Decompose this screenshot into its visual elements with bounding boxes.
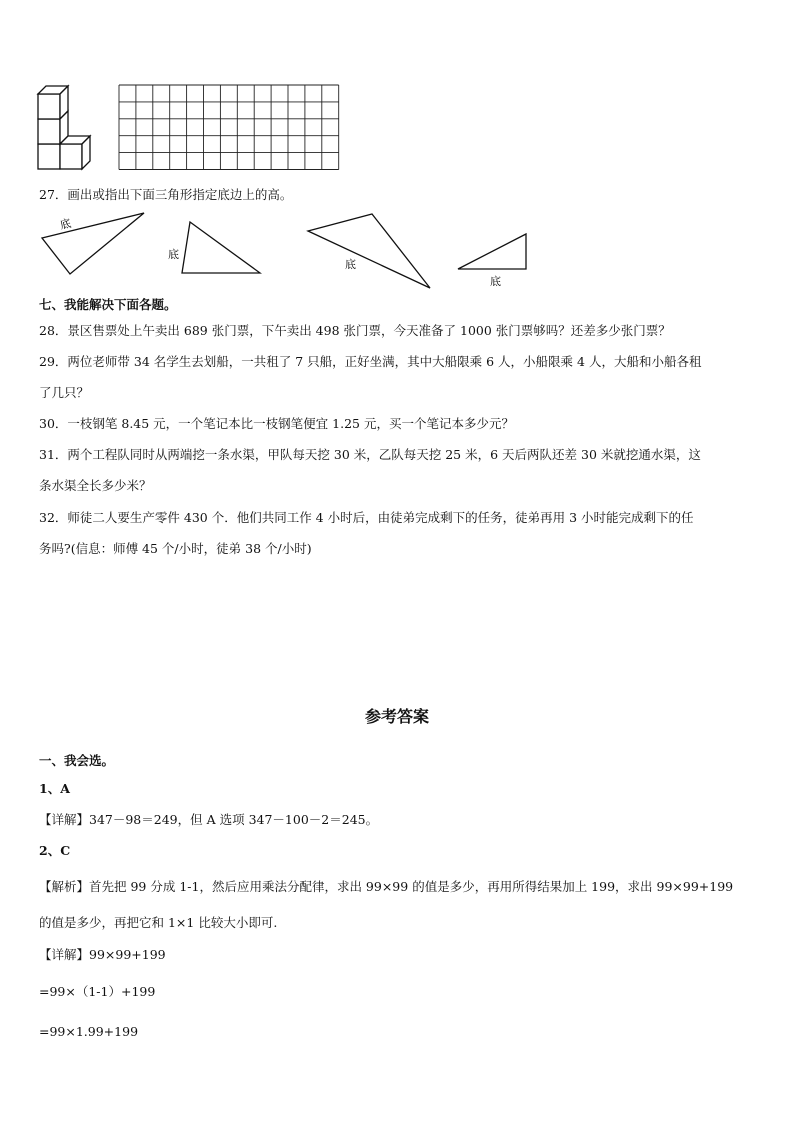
triangle-3: [308, 214, 430, 288]
triangle-4-base-label: 底: [490, 275, 501, 288]
triangle-1-base-label: 底: [58, 216, 73, 232]
answer-2-analysis-line-1: 【解析】首先把 99 分成 1-1，然后应用乘法分配律，求出 99×99 的值是多少，再用所得结果加上 199，求出 99×99+199: [39, 879, 734, 894]
question-28: 28．景区售票处上午卖出 689 张门票，下午卖出 498 张门票，今天准备了 1000 张门票够吗？还差多少张门票？: [39, 323, 671, 338]
answer-1: 1、A: [39, 781, 70, 796]
triangle-3-base-label: 底: [345, 258, 356, 271]
answer-2-step-1: =99×（1-1）+199: [39, 984, 156, 999]
question-32-line-1: 32．师徒二人要生产零件 430 个．他们共同工作 4 小时后，由徒弟完成剩下的任务，徒弟再用 3 小时能完成剩下的任: [39, 510, 694, 525]
question-27: 27．画出或指出下面三角形指定底边上的高。: [39, 187, 293, 202]
question-31-line-1: 31．两个工程队同时从两端挖一条水渠，甲队每天挖 30 米，乙队每天挖 25 米，6 天后两队还差 30 米就挖通水渠，这: [39, 447, 701, 462]
question-32-line-2: 务吗?(信息：师傅 45 个/小时，徒弟 38 个/小时): [39, 541, 312, 556]
square-grid: [118, 84, 342, 170]
triangles-figure: [36, 208, 536, 294]
question-30: 30．一枝钢笔 8.45 元，一个笔记本比一枝钢笔便宜 1.25 元，买一个笔记本多少元？: [39, 416, 514, 431]
answer-2-analysis-line-2: 的值是多少，再把它和 1×1 比较大小即可.: [39, 915, 278, 930]
answer-2-step-2: =99×1.99+199: [39, 1024, 139, 1039]
triangle-1: [42, 213, 144, 274]
answers-section-1: 一、我会选。: [39, 753, 115, 768]
answer-1-detail: 【详解】347－98＝249，但 A 选项 347－100－2＝245。: [39, 812, 379, 827]
question-29-line-2: 了几只？: [39, 385, 90, 400]
answer-2-detail: 【详解】99×99+199: [39, 947, 166, 962]
triangle-2-base-label: 底: [168, 248, 179, 261]
triangle-4: [458, 234, 526, 269]
answer-2: 2、C: [39, 843, 71, 858]
cube-stack-figure: [36, 84, 96, 172]
question-31-line-2: 条水渠全长多少米？: [39, 478, 152, 493]
answers-title: 参考答案: [364, 707, 429, 726]
section-seven-heading: 七、我能解决下面各题。: [39, 297, 177, 312]
triangle-2: [182, 222, 260, 273]
question-29-line-1: 29．两位老师带 34 名学生去划船，一共租了 7 只船，正好坐满，其中大船限乘 6 人，小船限乘 4 人，大船和小船各租: [39, 354, 702, 369]
